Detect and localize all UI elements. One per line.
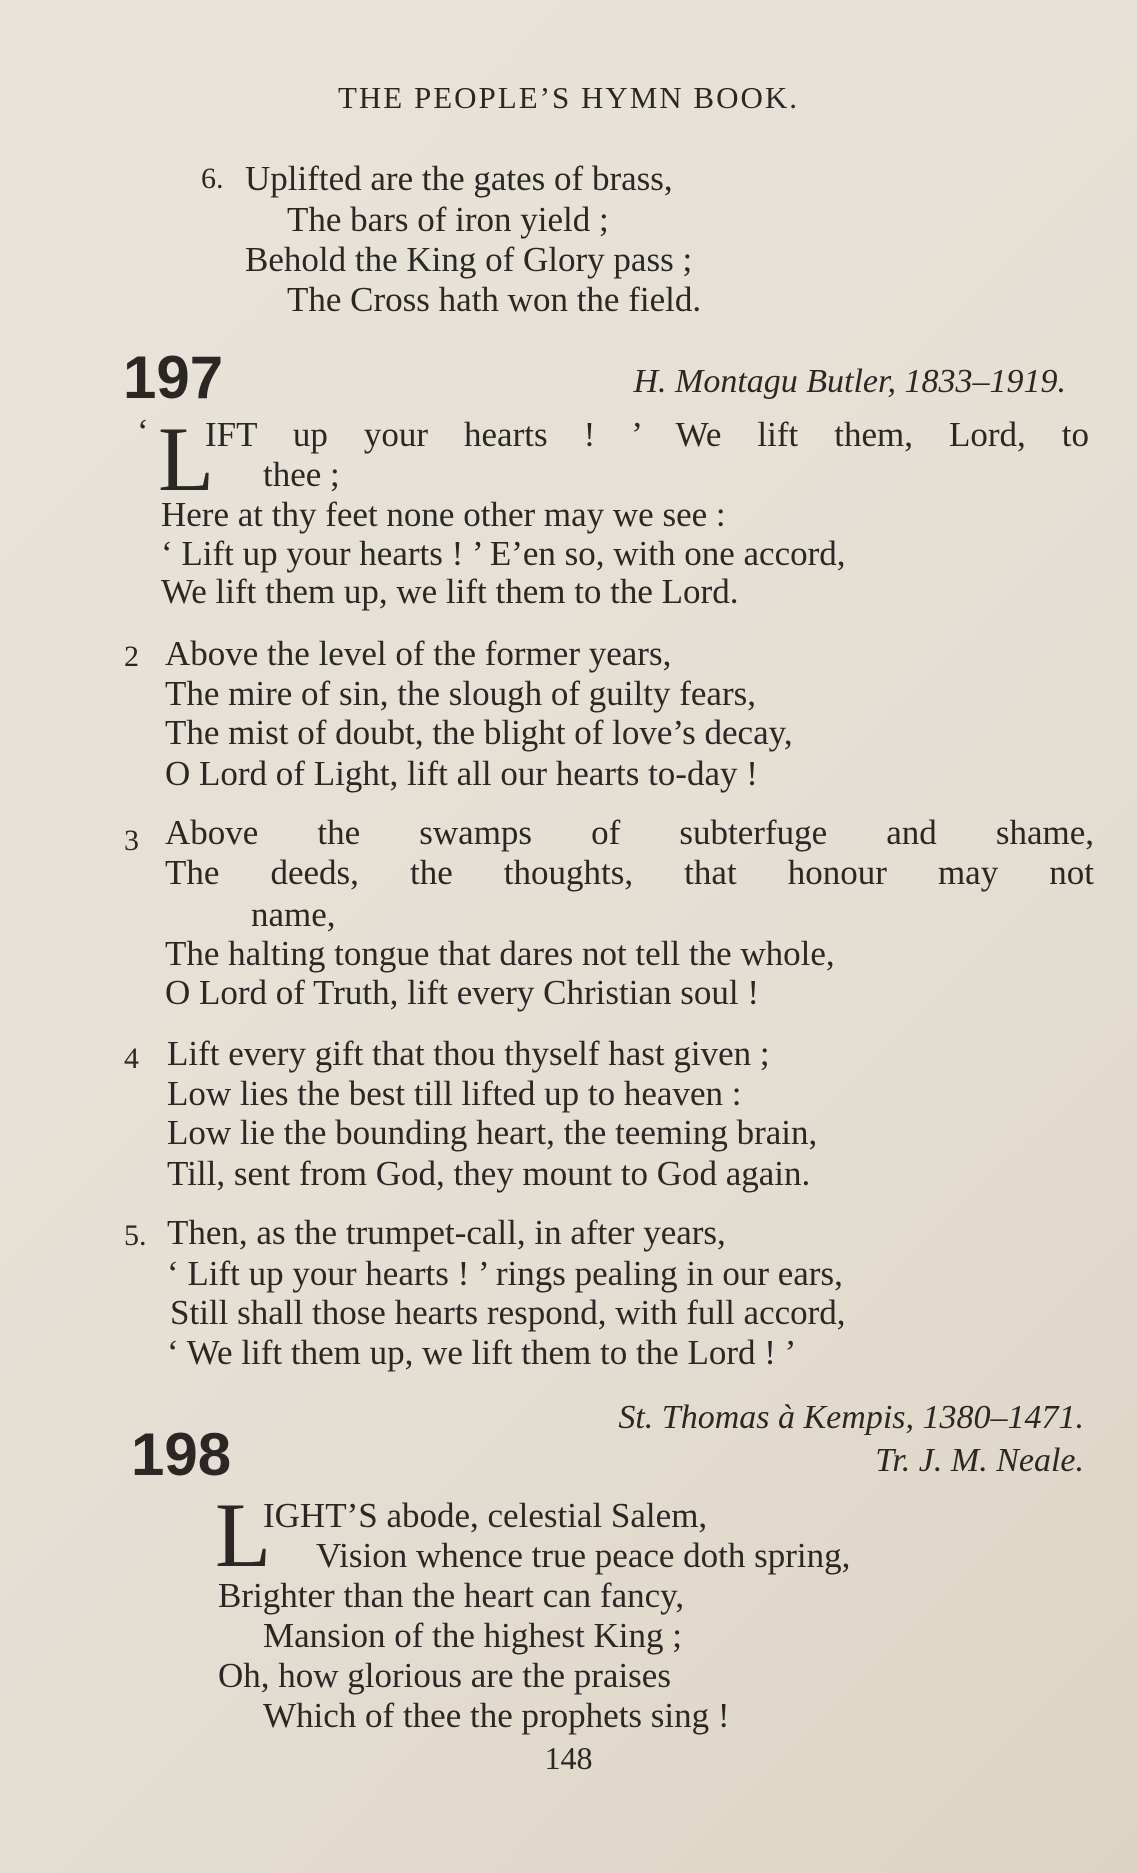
- verse-line: Lift every gift that thou thyself hast given ;: [167, 1034, 770, 1073]
- verse-line: The deeds, the thoughts, that honour may not: [165, 853, 1094, 892]
- verse-line: ‘ Lift up your hearts ! ’ E’en so, with one accord,: [161, 534, 846, 573]
- verse-line: The mist of doubt, the blight of love’s decay,: [165, 713, 793, 752]
- verse-line: Oh, how glorious are the praises: [218, 1656, 671, 1695]
- verse-line: ‘ Lift up your hearts ! ’ rings pealing in our ears,: [167, 1254, 843, 1293]
- verse-line: The mire of sin, the slough of guilty fears,: [165, 674, 756, 713]
- verse-line: Then, as the trumpet-call, in after years,: [167, 1213, 726, 1252]
- hymn-number: 197: [123, 344, 224, 411]
- running-header: THE PEOPLE’S HYMN BOOK.: [337, 80, 800, 115]
- verse-number: 4: [124, 1042, 139, 1075]
- verse-line: Mansion of the highest King ;: [263, 1616, 682, 1655]
- verse-line: IGHT’S abode, celestial Salem,: [263, 1496, 708, 1535]
- verse-line: Which of thee the prophets sing !: [263, 1696, 730, 1735]
- hymn-number: 198: [131, 1421, 232, 1488]
- verse-line: Above the swamps of subterfuge and shame,: [165, 813, 1094, 852]
- verse-line: Vision whence true peace doth spring,: [316, 1536, 851, 1575]
- verse-line: Behold the King of Glory pass ;: [245, 240, 693, 279]
- verse-line: Low lie the bounding heart, the teeming brain,: [167, 1113, 818, 1152]
- verse-line: IFT up your hearts ! ’ We lift them, Lord, to: [205, 415, 1089, 454]
- verse-line: Low lies the best till lifted up to heaven :: [167, 1074, 742, 1113]
- verse-line: name,: [251, 895, 336, 934]
- verse-number: 2: [124, 640, 139, 673]
- verse-line: O Lord of Light, lift all our hearts to-day !: [165, 754, 758, 793]
- verse-line: The Cross hath won the field.: [287, 280, 702, 319]
- verse-line: We lift them up, we lift them to the Lord.: [161, 572, 739, 611]
- drop-cap: L: [215, 1484, 272, 1586]
- verse-line: Uplifted are the gates of brass,: [245, 159, 673, 198]
- verse-line: The bars of iron yield ;: [287, 200, 609, 239]
- verse-number: 6.: [201, 162, 224, 195]
- verse-number: 3: [124, 824, 139, 857]
- verse-line: ‘ We lift them up, we lift them to the Lord ! ’: [167, 1333, 797, 1372]
- verse-line: thee ;: [263, 455, 340, 494]
- verse-line: Still shall those hearts respond, with full accord,: [170, 1293, 846, 1332]
- verse-line: The halting tongue that dares not tell the whole,: [165, 934, 835, 973]
- hymn-translator: Tr. J. M. Neale.: [875, 1442, 1084, 1479]
- verse-line: Till, sent from God, they mount to God again.: [167, 1154, 811, 1193]
- verse-line: Here at thy feet none other may we see :: [161, 495, 726, 534]
- open-quote: ‘: [137, 412, 149, 451]
- hymn-author: St. Thomas à Kempis, 1380–1471.: [618, 1399, 1084, 1436]
- verse-line: Above the level of the former years,: [165, 634, 672, 673]
- verse-number: 5.: [124, 1219, 147, 1252]
- verse-line: O Lord of Truth, lift every Christian soul !: [165, 973, 759, 1012]
- drop-cap: L: [158, 408, 215, 510]
- verse-line: Brighter than the heart can fancy,: [218, 1576, 685, 1615]
- page-number: 148: [544, 1740, 593, 1776]
- hymn-author: H. Montagu Butler, 1833–1919.: [633, 363, 1066, 400]
